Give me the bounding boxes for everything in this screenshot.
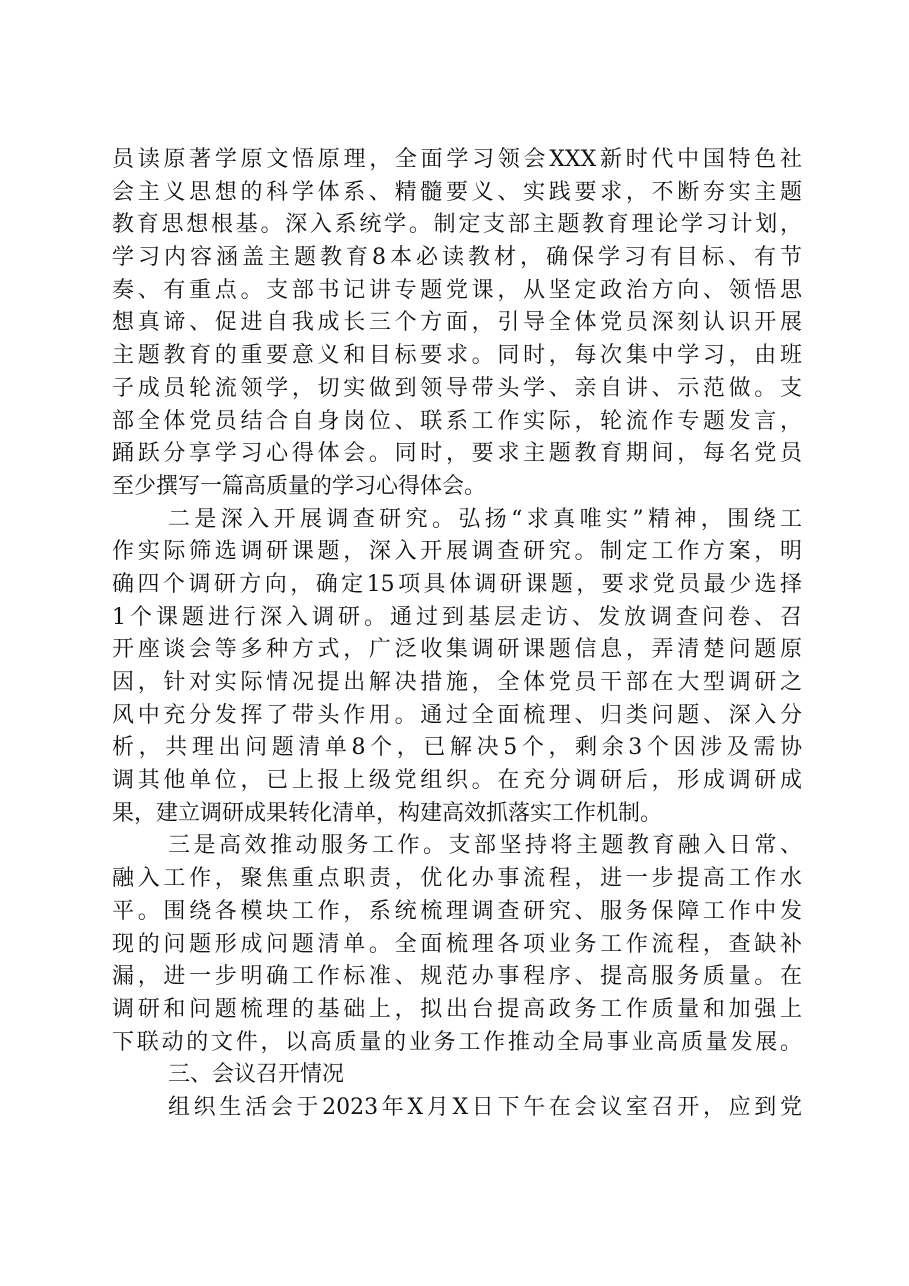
text-line: 调研和问题梳理的基础上，拟出台提高政务工作质量和加强上 xyxy=(112,996,802,1022)
paragraph-start-line: 二是深入开展调查研究。弘扬“求真唯实”精神，围绕工 xyxy=(168,506,802,532)
text-line: 至少撰写一篇高质量的学习心得体会。 xyxy=(112,473,487,499)
text-line: 会主义思想的科学体系、精髓要义、实践要求，不断夯实主题 xyxy=(112,179,802,205)
text-line: 析，共理出问题清单8个，已解决5个，剩余3个因涉及需协 xyxy=(112,735,802,761)
text-line: 平。围绕各模块工作，系统梳理调查研究、服务保障工作中发 xyxy=(112,898,802,924)
text-line: 子成员轮流领学，切实做到领导带头学、亲自讲、示范做。支 xyxy=(112,375,802,401)
text-line: 调其他单位，已上报上级党组织。在充分调研后，形成调研成 xyxy=(112,768,802,794)
text-line: 1个课题进行深入调研。通过到基层走访、发放调查问卷、召 xyxy=(112,604,802,630)
text-line: 踊跃分享学习心得体会。同时，要求主题教育期间，每名党员 xyxy=(112,441,802,467)
text-line: 确四个调研方向，确定15项具体调研课题，要求党员最少选择 xyxy=(112,571,802,597)
text-line: 开座谈会等多种方式，广泛收集调研课题信息，弄清楚问题原 xyxy=(112,637,802,663)
text-line: 果，建立调研成果转化清单，构建高效抓落实工作机制。 xyxy=(112,800,663,826)
text-line: 学习内容涵盖主题教育8本必读教材，确保学习有目标、有节 xyxy=(112,245,802,271)
text-line: 教育思想根基。深入系统学。制定支部主题教育理论学习计划， xyxy=(112,212,802,238)
text-line: 想真谛、促进自我成长三个方面，引导全体党员深刻认识开展 xyxy=(112,310,802,336)
text-line: 员读原著学原文悟原理，全面学习领会XXX新时代中国特色社 xyxy=(112,147,802,172)
text-line: 因，针对实际情况提出解决措施，全体党员干部在大型调研之 xyxy=(112,670,802,695)
document-body xyxy=(112,144,802,1125)
text-line: 奏、有重点。支部书记讲专题党课，从坚定政治方向、领悟思 xyxy=(112,277,802,303)
text-line: 漏，进一步明确工作标准、规范办事程序、提高服务质量。在 xyxy=(112,964,802,990)
paragraph-start-line: 组织生活会于2023年X月X日下午在会议室召开，应到党 xyxy=(168,1094,802,1120)
text-line: 风中充分发挥了带头作用。通过全面梳理、归类问题、深入分 xyxy=(112,702,802,728)
text-line: 融入工作，聚焦重点职责，优化办事流程，进一步提高工作水 xyxy=(112,866,802,892)
text-line: 部全体党员结合自身岗位、联系工作实际，轮流作专题发言， xyxy=(112,408,802,434)
text-line: 作实际筛选调研课题，深入开展调查研究。制定工作方案，明 xyxy=(112,539,802,565)
text-line: 现的问题形成问题清单。全面梳理各项业务工作流程，查缺补 xyxy=(112,931,802,957)
text-line: 下联动的文件，以高质量的业务工作推动全局事业高质量发展。 xyxy=(112,1029,802,1055)
paragraph-start-line: 三是高效推动服务工作。支部坚持将主题教育融入日常、 xyxy=(168,833,802,859)
section-heading: 三、会议召开情况 xyxy=(168,1062,345,1088)
text-line: 主题教育的重要意义和目标要求。同时，每次集中学习，由班 xyxy=(112,343,802,369)
